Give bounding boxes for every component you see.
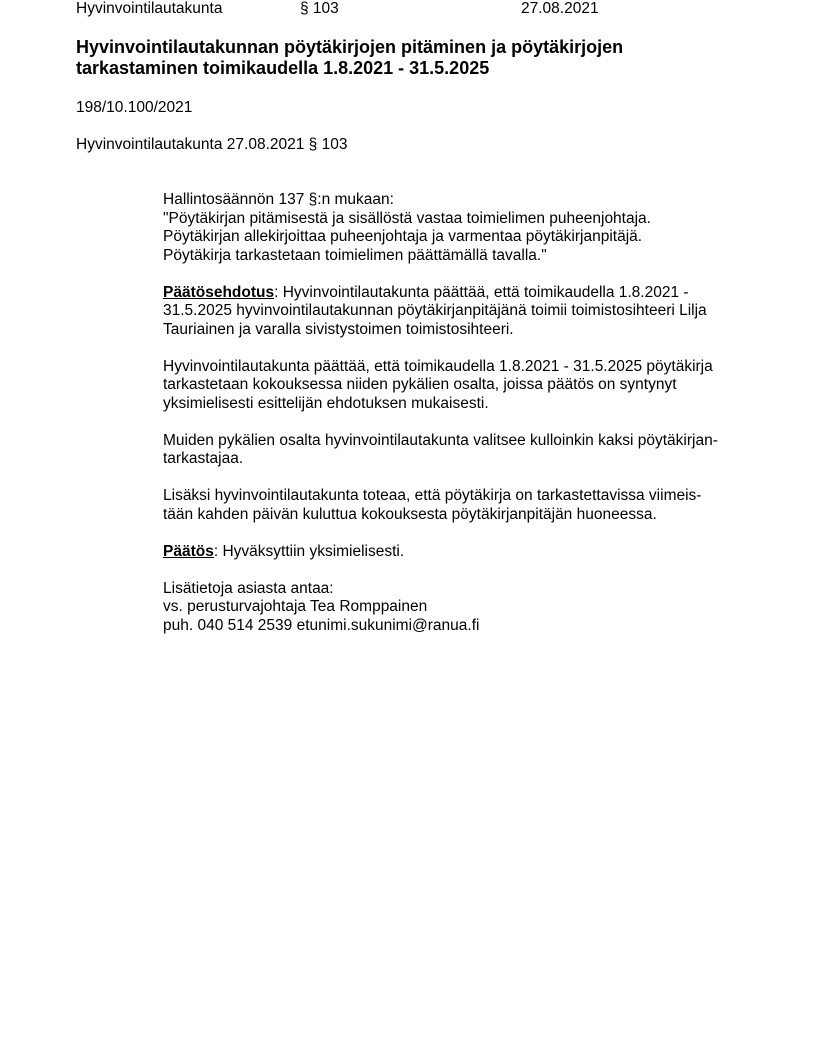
contact-line: puh. 040 514 2539 etunimi.sukunimi@ranua.fi bbox=[163, 616, 480, 634]
header-committee: Hyvinvointilautakunta bbox=[76, 0, 223, 17]
availability-line: tään kahden päivän kuluttua kokouksesta pöytäkirjanpitäjän huoneessa. bbox=[163, 505, 657, 523]
availability-line: Lisäksi hyvinvointilautakunta toteaa, että pöytäkirja on tarkastettavissa viimeis- bbox=[163, 487, 702, 504]
review-line: yksimielisesti esittelijän ehdotuksen mukaisesti. bbox=[163, 394, 489, 412]
intro-paragraph bbox=[163, 191, 763, 265]
meeting-reference: Hyvinvointilautakunta 27.08.2021 § 103 bbox=[76, 136, 348, 153]
title-line: Hyvinvointilautakunnan pöytäkirjojen pitäminen ja pöytäkirjojen bbox=[76, 37, 624, 57]
proposal-label: Päätösehdotus bbox=[163, 283, 275, 301]
decision-label: Päätös bbox=[163, 542, 214, 560]
other-sections-paragraph bbox=[163, 432, 763, 469]
intro-line: Hallintosäännön 137 §:n mukaan: bbox=[163, 191, 394, 208]
header-section-number: § 103 bbox=[300, 0, 339, 17]
proposal-line: Tauriainen ja varalla sivistystoimen toimistosihteeri. bbox=[163, 320, 514, 338]
intro-line: Pöytäkirja tarkastetaan toimielimen päättämällä tavalla." bbox=[163, 246, 547, 264]
review-paragraph bbox=[163, 358, 763, 414]
decision-paragraph bbox=[163, 543, 763, 562]
review-line: Hyvinvointilautakunta päättää, että toimikaudella 1.8.2021 - 31.5.2025 pöytäkirja bbox=[163, 357, 713, 375]
proposal-first-line-text: : Hyvinvointilautakunta päättää, että toimikaudella 1.8.2021 - bbox=[274, 283, 689, 301]
document-id: 198/10.100/2021 bbox=[76, 99, 193, 116]
document-title bbox=[76, 37, 716, 79]
title-line: tarkastaminen toimikaudella 1.8.2021 - 31.5.2025 bbox=[76, 58, 490, 78]
intro-line: "Pöytäkirjan pitämisestä ja sisällöstä vastaa toimielimen puheenjohtaja. bbox=[163, 209, 651, 227]
proposal-paragraph bbox=[163, 284, 763, 340]
review-line: tarkastetaan kokouksessa niiden pykälien osalta, joissa päätös on syntynyt bbox=[163, 376, 677, 393]
contact-line: Lisätietoja asiasta antaa: bbox=[163, 579, 334, 597]
contact-paragraph bbox=[163, 580, 763, 636]
proposal-line: 31.5.2025 hyvinvointilautakunnan pöytäkirjanpitäjänä toimii toimistosihteeri Lilja bbox=[163, 302, 707, 319]
other-sections-line: Muiden pykälien osalta hyvinvointilautakunta valitsee kulloinkin kaksi pöytäkirjan- bbox=[163, 431, 718, 449]
decision-text: : Hyväksyttiin yksimielisesti. bbox=[213, 542, 405, 560]
decision-line bbox=[163, 543, 763, 562]
contact-line: vs. perusturvajohtaja Tea Romppainen bbox=[163, 598, 428, 615]
page-header bbox=[76, 0, 776, 19]
other-sections-line: tarkastajaa. bbox=[163, 450, 244, 467]
document-body bbox=[163, 191, 763, 654]
header-date: 27.08.2021 bbox=[521, 0, 599, 17]
availability-paragraph bbox=[163, 487, 763, 524]
intro-line: Pöytäkirjan allekirjoittaa puheenjohtaja ja varmentaa pöytäkirjanpitäjä. bbox=[163, 228, 643, 245]
proposal-first-line bbox=[163, 284, 763, 303]
